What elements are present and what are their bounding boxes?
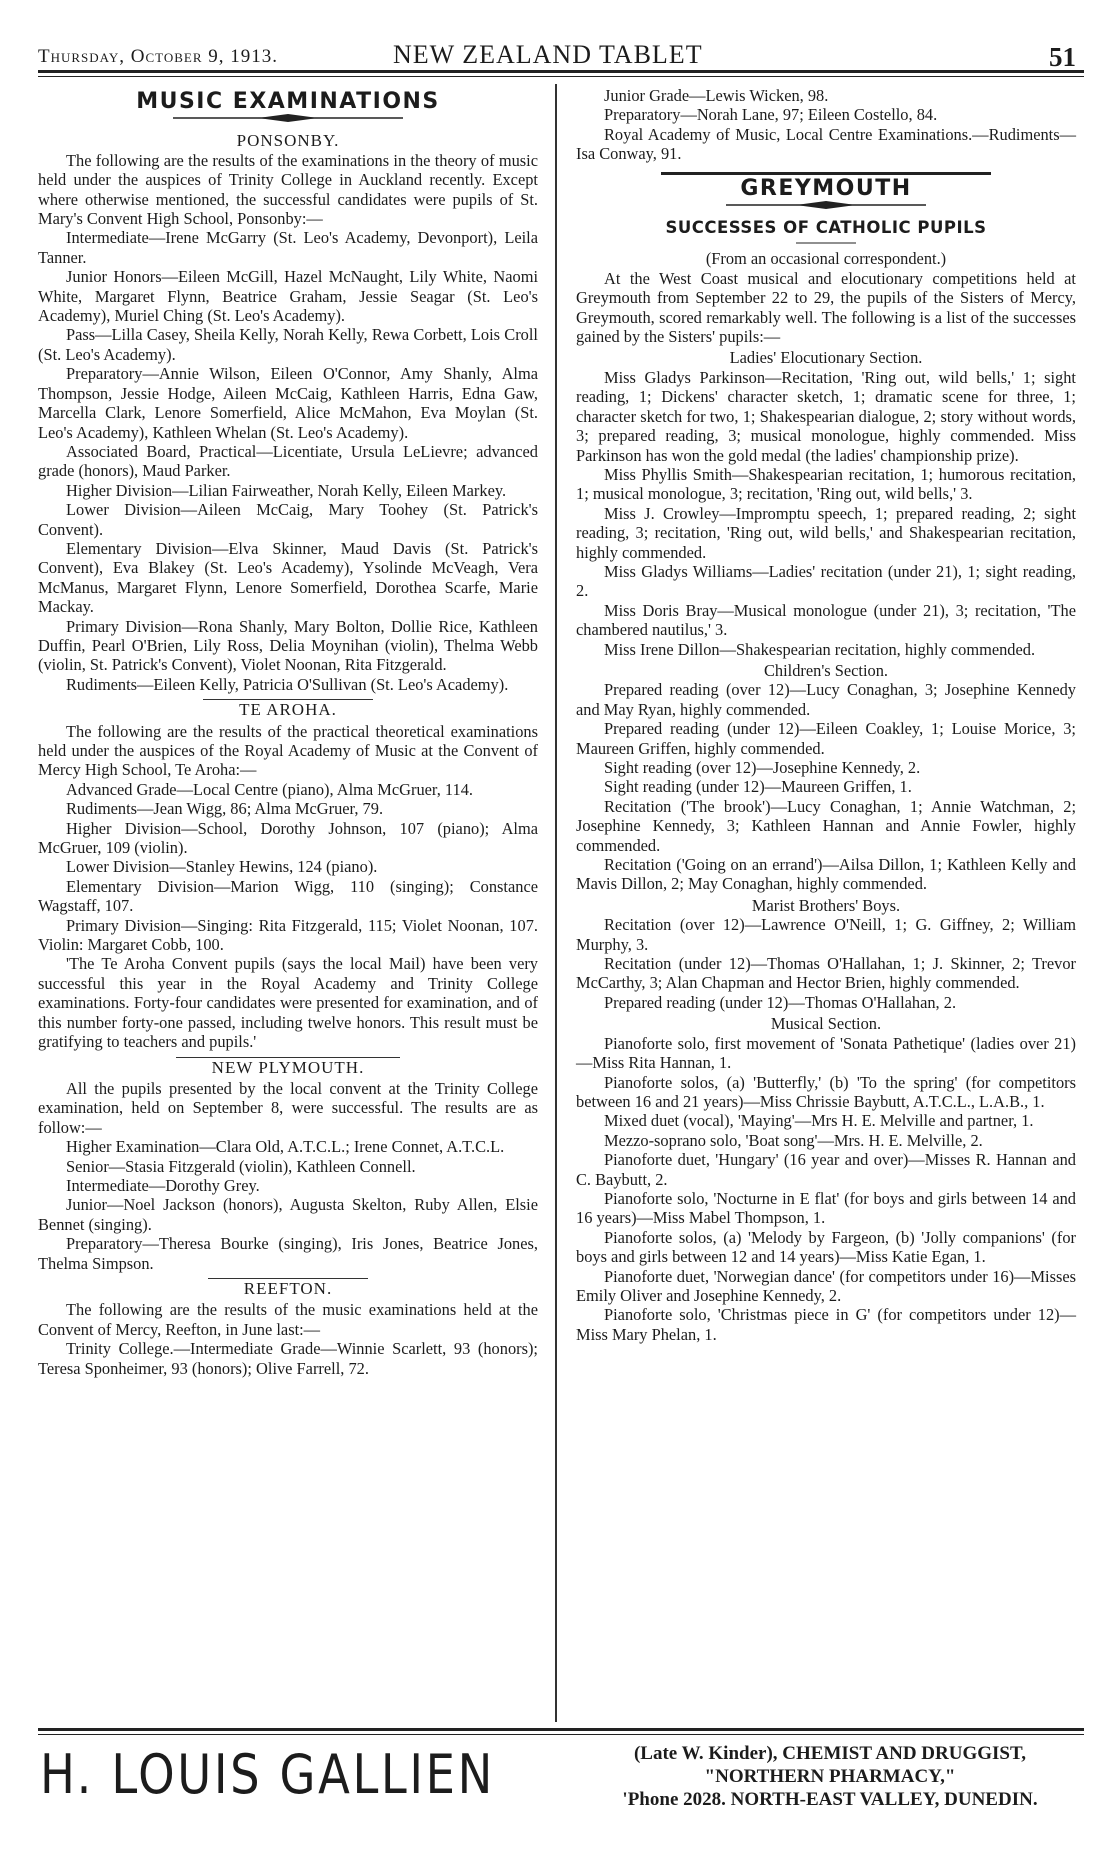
article-heading-greymouth: GREYMOUTH	[740, 175, 912, 201]
paragraph: Recitation (over 12)—Lawrence O'Neill, 1; G. Giffney, 2; William Murphy, 3.	[576, 915, 1076, 954]
paragraph: Pianoforte duet, 'Hungary' (16 year and over)—Misses R. Hannan and C. Baybutt, 2.	[576, 1150, 1076, 1189]
paragraph: Prepared reading (under 12)—Thomas O'Hallahan, 2.	[604, 992, 957, 1012]
paragraph: Primary Division—Singing: Rita Fitzgerald, 115; Violet Noonan, 107. Violin: Margaret Cobb, 100.	[38, 915, 538, 955]
paragraph: Pianoforte duet, 'Norwegian dance' (for competitors under 16)—Misses Emily Oliver and Josephine Kennedy, 2.	[576, 1266, 1076, 1305]
paragraph: Associated Board, Practical—Licentiate, Ursula LeLievre; advanced grade (honors), Maud Parker.	[38, 441, 538, 481]
advert-name: H. LOUIS GALLIEN	[40, 1743, 495, 1806]
paragraph: Pianoforte solo, first movement of 'Sonata Pathetique' (ladies over 21)—Miss Rita Hannan, 1.	[576, 1033, 1076, 1073]
paragraph: Miss Gladys Williams—Ladies' recitation (under 21), 1; sight reading, 2.	[576, 561, 1076, 601]
column-divider	[555, 84, 557, 1722]
paragraph: All the pupils presented by the local convent at the Trinity College examination, held on September 8, were successful. The results are as follow:—	[38, 1078, 538, 1137]
paragraph: Primary Division—Rona Shanly, Mary Bolton, Dollie Rice, Kathleen Duffin, Pearl O'Brien, Lily Ross, Delia Moynihan (violin), Thelma Webb (violin, St. Patrick's Convent), Violet Noonan, Rita Fitzgerald.	[38, 616, 538, 675]
section-title-children: Children's Section.	[763, 660, 889, 680]
paragraph: Intermediate—Irene McGarry (St. Leo's Academy, Devonport), Leila Tanner.	[38, 228, 538, 267]
paragraph: Rudiments—Eileen Kelly, Patricia O'Sullivan (St. Leo's Academy).	[66, 674, 509, 694]
advert-line: 'Phone 2028. NORTH-EAST VALLEY, DUNEDIN.	[622, 1789, 1038, 1810]
paragraph: At the West Coast musical and elocutionary competitions held at Greymouth from September 22 to 29, the pupils of the Sisters of Mercy, Greymouth, scored remarkably well. The following is a list of the successes gained by the Sisters' pupils:—	[576, 268, 1076, 347]
advert-line: (Late W. Kinder), CHEMIST AND DRUGGIST,	[633, 1743, 1026, 1764]
paragraph: Senior—Stasia Fitzgerald (violin), Kathleen Connell.	[66, 1156, 416, 1176]
paragraph: Recitation ('The brook')—Lucy Conaghan, 1; Annie Watchman, 2; Josephine Kennedy, 3; Kathleen Hannan and Annie Fowler, highly commended.	[576, 796, 1076, 855]
paragraph: Intermediate—Dorothy Grey.	[66, 1175, 260, 1195]
section-title-ladies: Ladies' Elocutionary Section.	[729, 348, 923, 368]
left-column	[38, 86, 538, 1378]
paragraph: Elementary Division—Elva Skinner, Maud Davis (St. Patrick's Convent), Eva Blakey (St. Leo's Academy), Ysolinde McVeagh, Vera McManus, Margaret Flynn, Lenore Somerfield, Dorothea Scarfe, Marie Mackay.	[38, 538, 538, 617]
article-subheading: SUCCESSES OF CATHOLIC PUPILS	[665, 218, 987, 238]
paragraph: Miss Gladys Parkinson—Recitation, 'Ring out, wild bells,' 1; sight reading, 1; Dickens' character sketch, 1; dramatic scene for three, 1; character sketch for two, 1; Shakespearian dialogue, 2; story without words, 3; prepared reading, 3; musical monologue, highly commended. Miss Parkinson has won the gold medal (the ladies' championship prize).	[576, 367, 1076, 465]
paragraph: Pianoforte solos, (a) 'Butterfly,' (b) 'To the spring' (for competitors between 16 and 21 years)—Miss Chrissie Baybutt, A.T.C.L., L.A.B., 1.	[576, 1072, 1076, 1111]
paragraph: Trinity College.—Intermediate Grade—Winnie Scarlett, 93 (honors); Teresa Sponheimer, 93 (honors); Olive Farrell, 72.	[38, 1339, 538, 1378]
newspaper-title: NEW ZEALAND TABLET	[393, 40, 703, 69]
article-heading-music-examinations: MUSIC EXAMINATIONS	[136, 89, 440, 114]
paragraph: Mixed duet (vocal), 'Maying'—Mrs H. E. Melville and partner, 1.	[604, 1111, 1034, 1131]
paragraph: The following are the results of the practical theoretical examinations held under the auspices of the Royal Academy of Music at the Convent of Mercy High School, Te Aroha:—	[38, 721, 538, 780]
paragraph: The following are the results of the examinations in the theory of music held under the auspices of Trinity College in Auckland recently. Except where otherwise mentioned, the successful candidates were pupils of St. Mary's Convent High School, Ponsonby:—	[38, 150, 538, 229]
paragraph: Rudiments—Jean Wigg, 86; Alma McGruer, 79.	[66, 799, 384, 819]
advert-rule	[38, 1728, 1084, 1731]
paragraph: Preparatory—Norah Lane, 97; Eileen Costello, 84.	[604, 105, 938, 125]
paragraph: Pianoforte solo, 'Christmas piece in G' (for competitors under 12)—Miss Mary Phelan, 1.	[576, 1305, 1076, 1344]
paragraph: The following are the results of the music examinations held at the Convent of Mercy, Reefton, in June last:—	[38, 1300, 538, 1339]
right-column	[576, 86, 1076, 1344]
section-title-reefton: REEFTON.	[38, 1279, 538, 1298]
paragraph: Miss J. Crowley—Impromptu speech, 1; prepared reading, 2; sight reading, 3; recitation, 'Ring out, wild bells,' and Shakespearian recitation, highly commended.	[576, 503, 1076, 562]
issue-date: Thursday, October 9, 1913.	[38, 46, 279, 67]
section-title-ponsonby: PONSONBY.	[236, 131, 340, 151]
paragraph: Miss Phyllis Smith—Shakespearian recitation, 1; humorous recitation, 1; musical monologue, 3; recitation, 'Ring out, wild bells,' 3.	[576, 464, 1076, 504]
section-title-musical: Musical Section.	[770, 1014, 882, 1034]
paragraph: Junior—Noel Jackson (honors), Augusta Skelton, Ruby Allen, Elsie Bennet (singing).	[38, 1195, 538, 1234]
masthead-rule-thin	[38, 76, 1084, 77]
paragraph: Junior Honors—Eileen McGill, Hazel McNaught, Lily White, Naomi White, Margaret Flynn, Beatrice Graham, Jessie Seagar (St. Leo's Academy), Muriel Ching (St. Leo's Academy).	[38, 267, 538, 326]
masthead-rule	[38, 70, 1084, 73]
paragraph: Elementary Division—Marion Wigg, 110 (singing); Constance Wagstaff, 107.	[38, 876, 538, 916]
short-rule-icon	[796, 241, 856, 245]
ornament-rule-icon	[726, 200, 926, 210]
paragraph: Royal Academy of Music, Local Centre Examinations.—Rudiments—Isa Conway, 91.	[576, 124, 1076, 164]
paragraph: Miss Irene Dillon—Shakespearian recitation, highly commended.	[604, 639, 1036, 659]
paragraph: Recitation ('Going on an errand')—Ailsa Dillon, 1; Kathleen Kelly and Mavis Dillon, 2; May Conaghan, highly commended.	[576, 855, 1076, 894]
paragraph: Lower Division—Aileen McCaig, Mary Toohey (St. Patrick's Convent).	[38, 500, 538, 539]
paragraph: Higher Division—School, Dorothy Johnson, 107 (piano); Alma McGruer, 109 (violin).	[38, 818, 538, 858]
paragraph: Sight reading (over 12)—Josephine Kennedy, 2.	[604, 758, 921, 777]
paragraph: Prepared reading (over 12)—Lucy Conaghan, 3; Josephine Kennedy and May Ryan, highly commended.	[576, 680, 1076, 719]
paragraph: Pass—Lilla Casey, Sheila Kelly, Norah Kelly, Rewa Corbett, Lois Croll (St. Leo's Academy).	[38, 325, 538, 364]
paragraph: Higher Division—Lilian Fairweather, Norah Kelly, Eileen Markey.	[66, 480, 507, 500]
advert-rule-thin	[38, 1734, 1084, 1735]
advert-details	[580, 1742, 1080, 1811]
paragraph: Sight reading (under 12)—Maureen Griffen, 1.	[604, 777, 912, 797]
paragraph: Prepared reading (under 12)—Eileen Coakley, 1; Louise Morice, 3; Maureen Griffen, highly commended.	[576, 719, 1076, 758]
paragraph: Pianoforte solo, 'Nocturne in E flat' (for boys and girls between 14 and 16 years)—Miss Mabel Thompson, 1.	[576, 1188, 1076, 1228]
paragraph: 'The Te Aroha Convent pupils (says the local Mail) have been very successful this year in the Royal Academy and Trinity College examinations. Forty-four candidates were presented for examination, and of this number forty-one passed, including twelve honors. This result must be gratifying to teachers and pupils.'	[38, 954, 538, 1052]
paragraph: Junior Grade—Lewis Wicken, 98.	[604, 86, 829, 105]
byline: (From an occasional correspondent.)	[705, 249, 947, 269]
paragraph: Miss Doris Bray—Musical monologue (under 21), 3; recitation, 'The chambered nautilus,' 3.	[576, 600, 1076, 640]
paragraph: Mezzo-soprano solo, 'Boat song'—Mrs. H. E. Melville, 2.	[604, 1130, 983, 1150]
paragraph: Recitation (under 12)—Thomas O'Hallahan, 1; J. Skinner, 2; Trevor McCarthy, 3; Alan Chapman and Hector Brien, highly commended.	[576, 954, 1076, 993]
advert-line: "NORTHERN PHARMACY,"	[704, 1766, 956, 1787]
paragraph: Preparatory—Annie Wilson, Eileen O'Connor, Amy Shanly, Alma Thompson, Jessie Hodge, Aileen McCaig, Kathleen Harris, Edna Gaw, Marcella Clark, Lenore Somerfield, Alice McMahon, Eva Moylan (St. Leo's Academy), Kathleen Whelan (St. Leo's Academy).	[38, 364, 538, 442]
section-title-marist: Marist Brothers' Boys.	[751, 895, 901, 915]
paragraph: Lower Division—Stanley Hewins, 124 (piano).	[66, 857, 378, 877]
ornament-rule-icon	[173, 113, 403, 123]
section-title-te-aroha: TE AROHA.	[38, 700, 538, 719]
article-separator	[661, 172, 991, 175]
paragraph: Advanced Grade—Local Centre (piano), Alma McGruer, 114.	[66, 779, 473, 799]
paragraph: Pianoforte solos, (a) 'Melody by Fargeon, (b) 'Jolly companions' (for boys and girls between 12 and 14 years)—Miss Katie Egan, 1.	[576, 1227, 1076, 1267]
page-number: 51	[1049, 42, 1076, 72]
paragraph: Higher Examination—Clara Old, A.T.C.L.; Irene Connet, A.T.C.L.	[66, 1137, 505, 1157]
section-title-new-plymouth: NEW PLYMOUTH.	[38, 1058, 538, 1077]
paragraph: Preparatory—Theresa Bourke (singing), Iris Jones, Beatrice Jones, Thelma Simpson.	[38, 1234, 538, 1273]
